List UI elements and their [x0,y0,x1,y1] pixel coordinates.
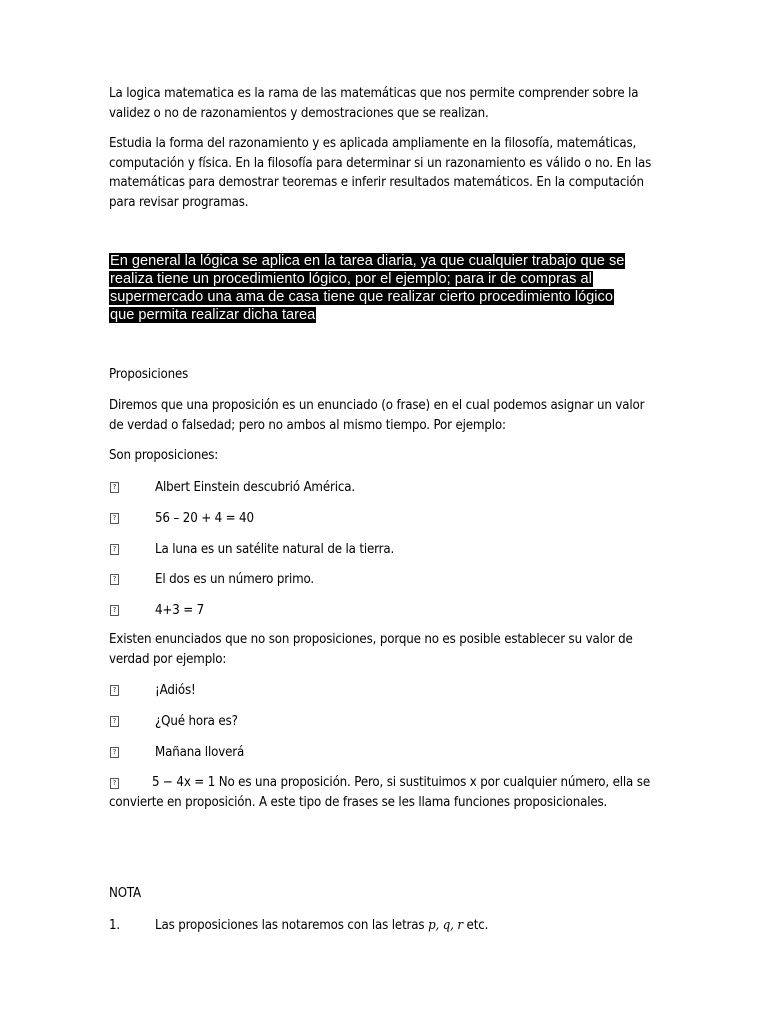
section-title-proposiciones: Proposiciones [109,367,189,382]
highlighted-paragraph [109,252,634,324]
missing-glyph-icon: ? [110,778,119,789]
numbered-text-lead: Las proposiciones las notaremos con las letras [155,918,429,933]
list-item [109,681,661,701]
list-item-text: ¡Adiós! [155,683,196,698]
missing-glyph-icon: ? [110,574,119,585]
list-item [109,478,661,498]
highlighted-text: En general la lógica se aplica en la tarea diaria, ya que cualquier trabajo que se realiza tiene un procedimiento lógico, por el ejemplo; para ir de compras al supermercado una ama de casa tiene que realizar cierto procedimiento lógico que permita realizar dicha tarea [110,253,625,323]
list-item [109,601,661,621]
missing-glyph-icon: ? [110,716,119,727]
numbered-item-text [155,916,488,936]
section-title-nota: NOTA [109,886,141,901]
list-item [109,509,661,529]
list-item [109,540,661,560]
missing-glyph-icon: ? [110,747,119,758]
numbered-item [109,916,661,936]
missing-glyph-icon: ? [110,482,119,493]
item-number: 1. [109,918,121,933]
numbered-text-tail: etc. [462,918,489,933]
missing-glyph-icon: ? [110,605,119,616]
list-item-text: Mañana lloverá [155,745,245,760]
missing-glyph-icon: ? [110,513,119,524]
list-item [109,743,661,763]
list-item-text: 5 − 4x = 1 No es una proposición. Pero, si sustituimos x por cualquier número, ella se convierte en proposición. A este tipo de frases se les llama funciones proposicionales. [109,775,650,810]
list-item [109,570,661,590]
missing-glyph-icon: ? [110,685,119,696]
paragraph-definition: Diremos que una proposición es un enunciado (o frase) en el cual podemos asignar un valor de verdad o falsedad; pero no ambos al mismo tiempo. Por ejemplo: [109,398,645,433]
list-item-text: El dos es un número primo. [155,572,315,587]
list-item-text: Albert Einstein descubrió América. [155,480,355,495]
list-item-text: ¿Qué hora es? [155,714,238,729]
paragraph-intro: La logica matematica es la rama de las matemáticas que nos permite comprender sobre la validez o no de razonamientos y demostraciones que se realizan. [109,86,639,121]
list-item-text: La luna es un satélite natural de la tierra. [155,542,395,557]
paragraph-applications: Estudia la forma del razonamiento y es aplicada ampliamente en la filosofía, matemáticas, computación y física. En la filosofía para determinar si un razonamiento es válido o no. En las matemáticas para demostrar teoremas e inferir resultados matemáticos. En la computación para revisar programas. [109,136,652,210]
list-item-text: 56 – 20 + 4 = 40 [155,511,254,526]
list-item-text: 4+3 = 7 [155,603,205,618]
math-letters: p, q, r [428,918,463,933]
missing-glyph-icon: ? [110,544,119,555]
list-item-propositional-function [109,773,661,812]
paragraph-non-propositions: Existen enunciados que no son proposiciones, porque no es posible establecer su valor de verdad por ejemplo: [109,632,633,667]
paragraph-son-proposiciones: Son proposiciones: [109,448,219,463]
list-item [109,712,661,732]
